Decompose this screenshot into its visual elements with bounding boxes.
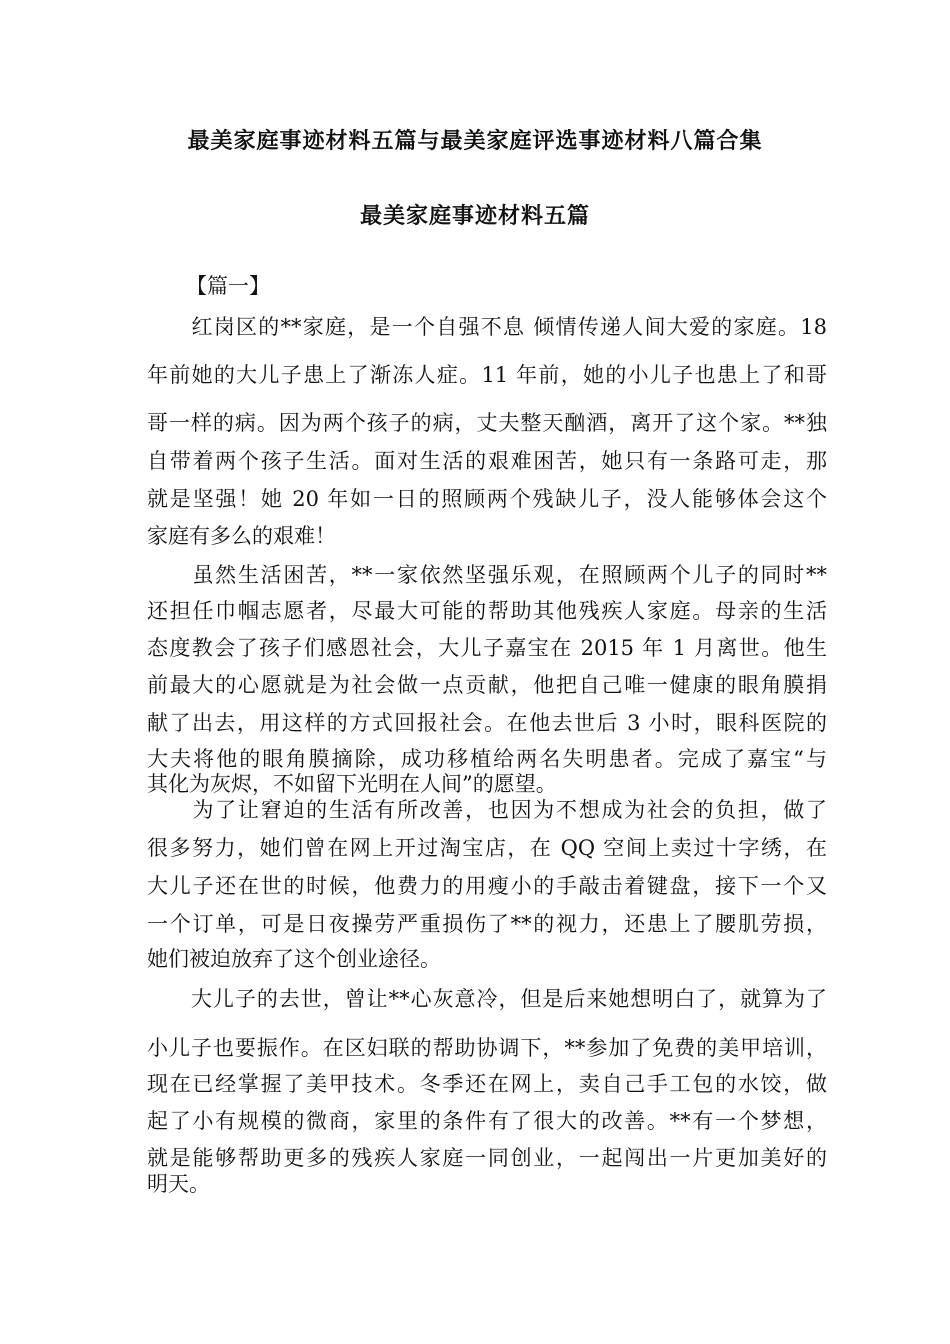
section-label: 【篇一】 — [186, 274, 270, 298]
text-line: 自带着两个孩子生活。面对生活的艰难困苦，她只有一条路可走，那 — [147, 449, 827, 473]
text-line: 红岗区的**家庭，是一个自强不息 倾情传递人间大爱的家庭。18 — [147, 315, 827, 339]
text-line: 大儿子还在世的时候，他费力的用瘦小的手敲击着键盘，接下一个又 — [147, 874, 827, 898]
text-line: 她们被迫放弃了这个创业途径。 — [147, 947, 441, 971]
text-line: 献了出去，用这样的方式回报社会。在他去世后 3 小时，眼科医院的 — [147, 711, 827, 735]
text-line: 现在已经掌握了美甲技术。冬季还在网上，卖自己手工包的水饺，做 — [147, 1072, 827, 1096]
text-line: 大夫将他的眼角膜摘除，成功移植给两名失明患者。完成了嘉宝“与 — [147, 747, 827, 771]
text-line: 虽然生活困苦，**一家依然坚强乐观，在照顾两个儿子的同时** — [147, 563, 827, 587]
text-line: 大儿子的去世，曾让**心灰意冷，但是后来她想明白了，就算为了 — [147, 987, 827, 1011]
text-line: 还担任巾帼志愿者，尽最大可能的帮助其他残疾人家庭。母亲的生活 — [147, 599, 827, 623]
text-line: 很多努力，她们曾在网上开过淘宝店，在 QQ 空间上卖过十字绣，在 — [147, 836, 827, 860]
text-line: 为了让窘迫的生活有所改善，也因为不想成为社会的负担，做了 — [147, 798, 827, 822]
main-title: 最美家庭事迹材料五篇与最美家庭评选事迹材料八篇合集 — [187, 128, 763, 154]
text-line: 哥一样的病。因为两个孩子的病，丈夫整天酗酒，离开了这个家。**独 — [147, 411, 827, 435]
text-line: 起了小有规模的微商，家里的条件有了很大的改善。**有一个梦想， — [147, 1109, 827, 1133]
text-line: 一个订单，可是日夜操劳严重损伤了**的视力，还患上了腰肌劳损， — [147, 912, 827, 936]
text-line: 前最大的心愿就是为社会做一点贡献，他把自己唯一健康的眼角膜捐 — [147, 673, 827, 697]
sub-title: 最美家庭事迹材料五篇 — [359, 203, 590, 229]
text-line: 年前她的大儿子患上了渐冻人症。11 年前，她的小儿子也患上了和哥 — [147, 363, 827, 387]
text-line: 态度教会了孩子们感恩社会，大儿子嘉宝在 2015 年 1 月离世。他生 — [147, 636, 827, 660]
text-line: 就是坚强！她 20 年如一日的照顾两个残缺儿子，没人能够体会这个 — [147, 487, 827, 511]
text-line: 小儿子也要振作。在区妇联的帮助协调下，**参加了免费的美甲培训， — [147, 1036, 827, 1060]
text-line: 明天。 — [147, 1172, 210, 1196]
text-line: 其化为灰烬，不如留下光明在人间”的愿望。 — [147, 772, 557, 796]
text-line: 家庭有多么的艰难！ — [147, 524, 336, 548]
text-line: 就是能够帮助更多的残疾人家庭一同创业，一起闯出一片更加美好的 — [147, 1146, 827, 1170]
